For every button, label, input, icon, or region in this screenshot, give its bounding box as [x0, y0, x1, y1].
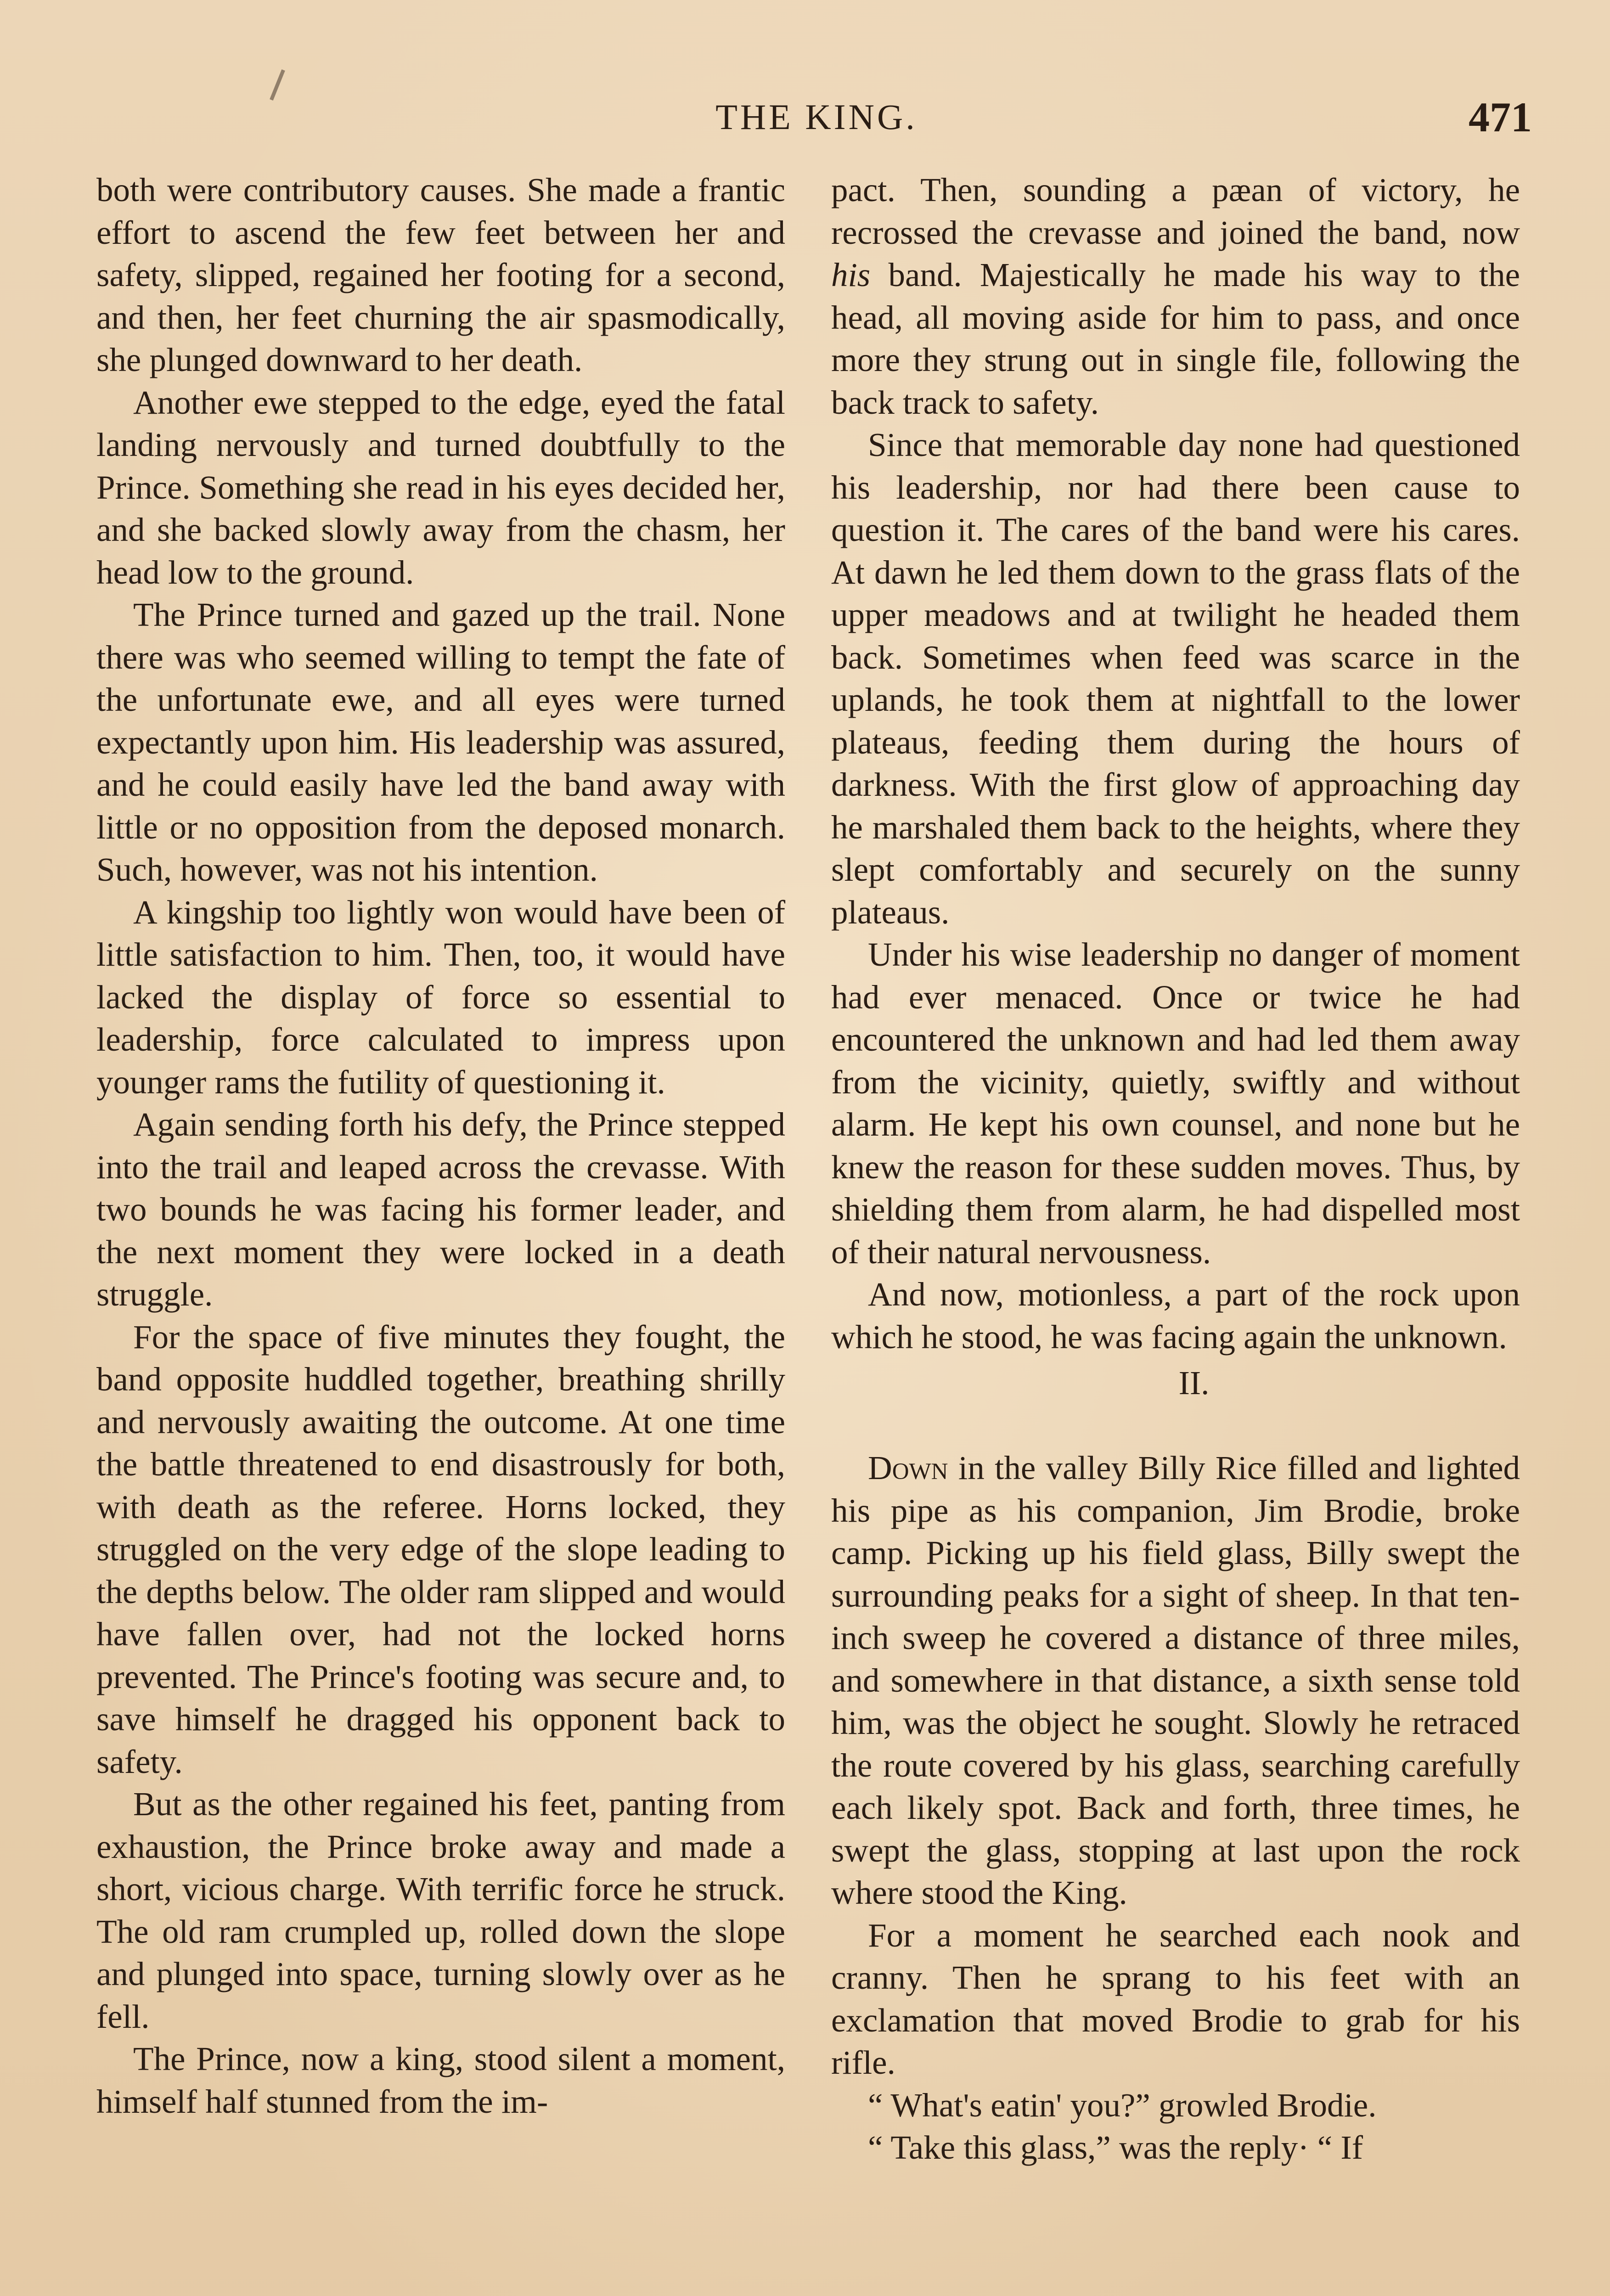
paragraph: Another ewe stepped to the edge, eyed the fatal landing nervously and turned doubtfully to the Prince. Something she read in his eyes decided her, and she backed slowly away from the chasm, her head low to the ground. — [96, 383, 785, 591]
page-number: 471 — [1469, 94, 1532, 141]
running-title: THE KING. — [715, 97, 918, 137]
section-heading: II. — [1178, 1364, 1210, 1401]
paragraph: “ What's eatin' you?” growled Brodie. — [868, 2086, 1377, 2124]
paragraph: Again sending forth his defy, the Prince stepped into the trail and leaped across the crevasse. With two bounds he was facing his former leader, and the next moment they were locked in a death struggle. — [96, 1106, 785, 1313]
paragraph: For a moment he searched each nook and cranny. Then he sprang to his feet with an exclamation that moved Brodie to grab for his rifle. — [831, 1916, 1520, 2081]
paragraph: And now, motionless, a part of the rock upon which he stood, he was facing again the unknown. — [831, 1276, 1520, 1356]
paragraph — [831, 169, 1520, 424]
paragraph: A kingship too lightly won would have been of little satisfaction to him. Then, too, it would have lacked the display of force so essential to leadership, force calculated to impress upon younger rams the futility of questioning it. — [96, 893, 785, 1101]
text-run: in the valley Billy Rice filled and lighted his pipe as his companion, Jim Brodie, broke camp. Picking up his field glass, Billy swept the surrounding peaks for a sight of sheep. In that ten-inch sweep he covered a distance of three miles, and somewhere in that distance, a sixth sense told him, was the object he sought. Slowly he retraced the route covered by his glass, searching carefully each likely spot. Back and forth, three times, he swept the glass, stopping at last upon the rock where stood the King. — [831, 1449, 1520, 1911]
text-run: band. Majestically he made his way to the head, all moving aside for him to pass, and once more they strung out in single file, following the back track to safety. — [831, 256, 1520, 421]
paragraph: both were contributory causes. She made a frantic effort to ascend the few feet between her and safety, slipped, regained her footing for a second, and then, her feet churning the air spasmodically, she plunged downward to her death. — [96, 171, 785, 378]
emphasis-text: his — [831, 256, 871, 293]
right-column — [831, 169, 1520, 2169]
left-column — [96, 169, 785, 2123]
paragraph: The Prince, now a king, stood silent a moment, himself half stunned from the im- — [96, 2040, 785, 2120]
text-run: pact. Then, sounding a pæan of victory, he recrossed the crevasse and joined the band, now — [831, 171, 1520, 251]
paragraph — [831, 1447, 1520, 1914]
lead-word: Down — [868, 1449, 948, 1486]
paragraph: But as the other regained his feet, panting from exhaustion, the Prince broke away and made a short, vicious charge. With terrific force he struck. The old ram crumpled up, rolled down the slope and plunged into space, turning slowly over as he fell. — [96, 1785, 785, 2035]
paragraph: “ Take this glass,” was the reply· “ If — [868, 2129, 1363, 2166]
paragraph: Since that memorable day none had questioned his leadership, nor had there been cause to question it. The cares of the band were his cares. At dawn he led them down to the grass flats of the upper meadows and at twilight he headed them back. Sometimes when feed was scarce in the uplands, he took them at nightfall to the lower plateaus, feeding them during the hours of darkness. With the first glow of approaching day he marshaled them back to the heights, where they slept comfortably and securely on the sunny plateaus. — [831, 426, 1520, 931]
page-header — [92, 83, 1541, 141]
paragraph: For the space of five minutes they fought, the band opposite huddled together, breathing shrilly and nervously awaiting the outcome. At one time the battle threatened to end disastrously for both, with death as the referee. Horns locked, they struggled on the very edge of the slope leading to the depths below. The older ram slipped and would have fallen over, had not the locked horns prevented. The Prince's footing was secure and, to save himself he dragged his opponent back to safety. — [96, 1318, 785, 1780]
paragraph: Under his wise leadership no danger of moment had ever menaced. Once or twice he had encountered the unknown and had led them away from the vicinity, quietly, swiftly and without alarm. He kept his own counsel, and none but he knew the reason for these sudden moves. Thus, by shielding them from alarm, he had dispelled most of their natural nervousness. — [831, 936, 1520, 1271]
paragraph: The Prince turned and gazed up the trail. None there was who seemed willing to tempt the fate of the unfortunate ewe, and all eyes were turned expectantly upon him. His leadership was assured, and he could easily have led the band away with little or no opposition from the deposed monarch. Such, however, was not his intention. — [96, 596, 785, 888]
